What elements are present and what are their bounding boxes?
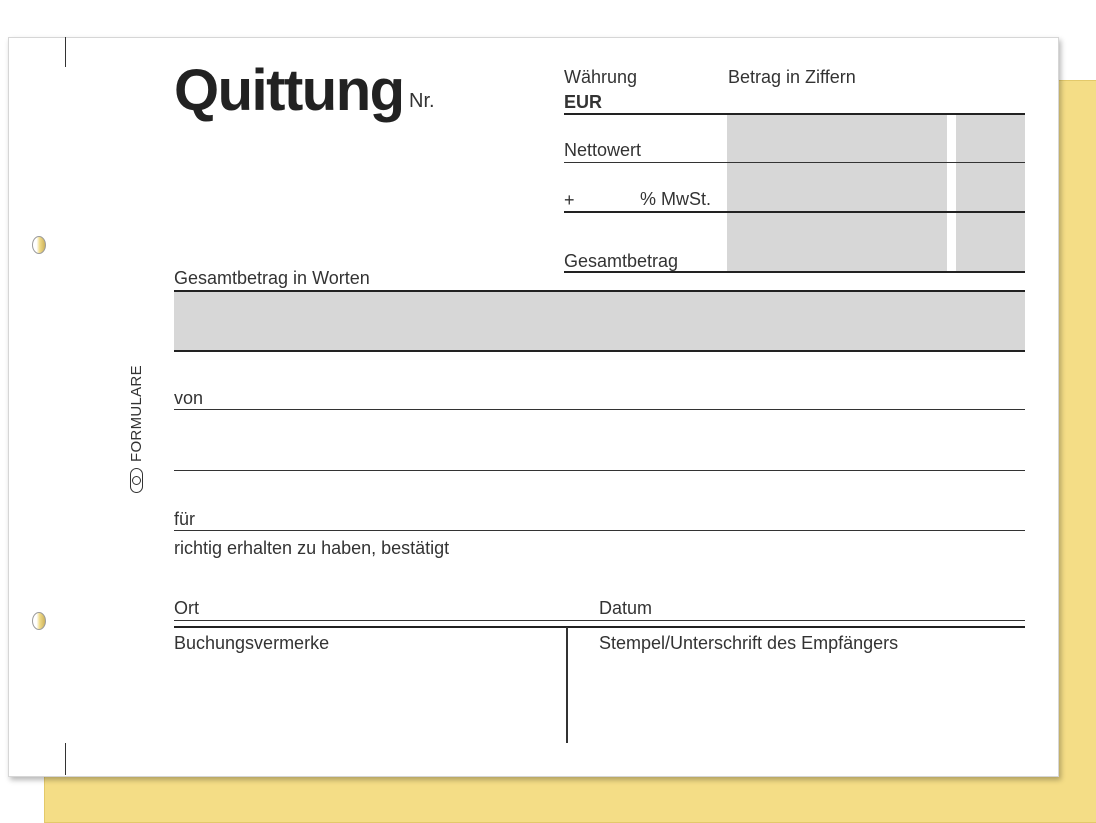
place-label: Ort <box>174 598 199 618</box>
total-row-line <box>564 271 1025 273</box>
for-label: für <box>174 509 196 529</box>
side-branding <box>121 293 151 493</box>
currency-label: Währung <box>564 67 638 87</box>
from-line-2[interactable] <box>174 470 1025 471</box>
punch-hole-bottom <box>32 612 46 630</box>
amount-digits-label: Betrag in Ziffern <box>728 67 856 87</box>
vat-plus-sign: + <box>564 190 575 210</box>
signature-section-line <box>174 626 1025 628</box>
logo-circle-icon <box>132 476 141 485</box>
for-line[interactable] <box>174 530 1025 531</box>
punch-hole-top <box>32 236 46 254</box>
bottom-divider <box>566 627 568 743</box>
currency-value: EUR <box>564 92 603 112</box>
top-margin-tick <box>65 37 66 67</box>
herlitz-logo <box>130 468 143 493</box>
currency-row-line <box>564 113 1025 115</box>
net-value-label: Nettowert <box>564 140 642 160</box>
total-amount-label: Gesamtbetrag <box>564 251 679 271</box>
vat-label: % MwSt. <box>640 189 712 209</box>
stamp-signature-label: Stempel/Unterschrift des Empfängers <box>599 633 899 653</box>
brand-side-text: FORMULARE <box>127 365 145 462</box>
place-date-line[interactable] <box>174 620 1025 621</box>
confirmation-text: richtig erhalten zu haben, bestätigt <box>174 538 450 558</box>
from-label: von <box>174 388 204 408</box>
booking-notes-label: Buchungsvermerke <box>174 633 330 653</box>
amount-euro-field[interactable] <box>727 114 947 272</box>
total-words-bottom-line <box>174 350 1025 352</box>
total-in-words-label: Gesamtbetrag in Worten <box>174 268 370 288</box>
bottom-margin-tick <box>65 743 66 775</box>
form-title: Quittung <box>174 58 404 123</box>
total-in-words-field[interactable] <box>174 292 1025 350</box>
date-label: Datum <box>599 598 653 618</box>
receipt-number-label: Nr. <box>409 90 435 112</box>
from-line-1[interactable] <box>174 409 1025 410</box>
net-row-line <box>564 162 1025 163</box>
amount-cent-field[interactable] <box>956 114 1025 272</box>
vat-row-line <box>564 211 1025 213</box>
